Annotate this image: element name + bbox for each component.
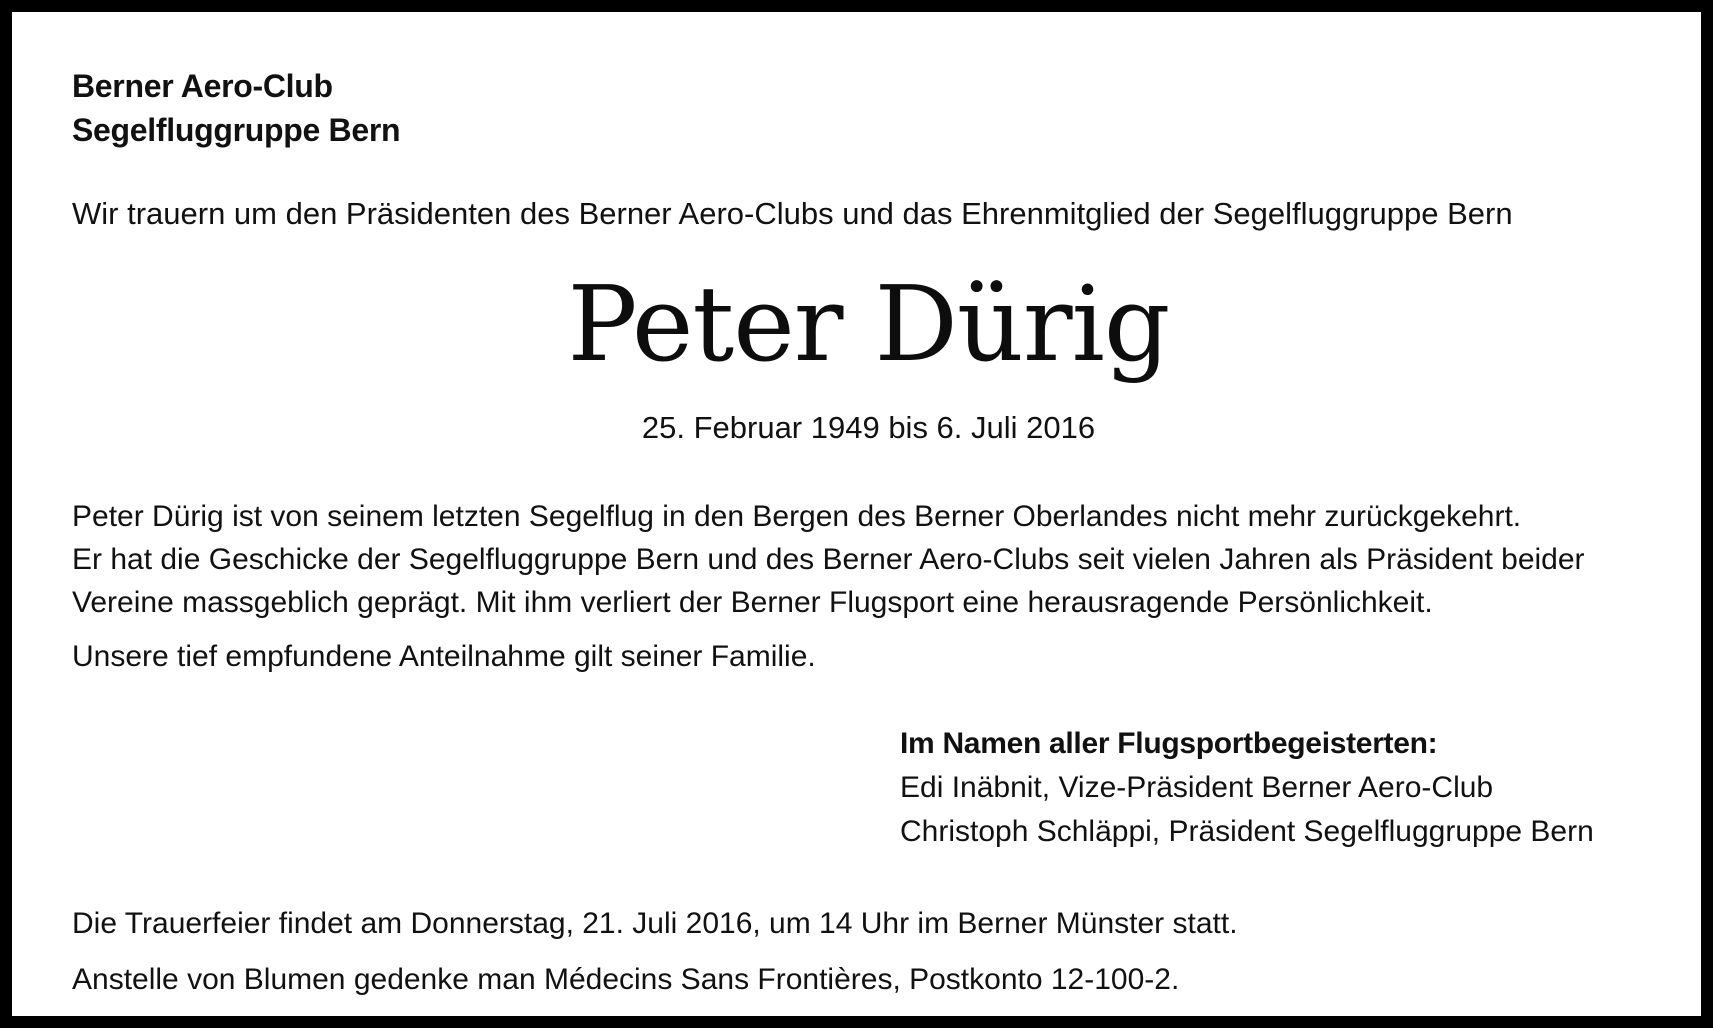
life-dates: 25. Februar 1949 bis 6. Juli 2016: [641, 410, 1096, 445]
donation-info: Anstelle von Blumen gedenke man Médecins Sans Frontières, Postkonto 12-100-2.: [72, 963, 1180, 996]
body-paragraph: [72, 495, 1672, 624]
signer-name: Christoph Schläppi, Präsident Segelfluggruppe Bern: [900, 815, 1594, 848]
signers-heading: Im Namen aller Flugsportbegeisterten:: [900, 727, 1438, 760]
condolence-text: Unsere tief empfundene Anteilnahme gilt seiner Familie.: [72, 640, 816, 673]
body-line: Peter Dürig ist von seinem letzten Segelflug in den Bergen des Berner Oberlandes nicht mehr zurückgekehrt.: [72, 500, 1522, 533]
signers-block: [900, 722, 1594, 854]
intro-text: Wir trauern um den Präsidenten des Berner Aero-Clubs und das Ehrenmitglied der Segelfluggruppe Bern: [72, 196, 1513, 231]
organization-name: Berner Aero-Club: [72, 68, 333, 104]
body-line: Er hat die Geschicke der Segelfluggruppe Bern und des Berner Aero-Clubs seit vielen Jahren als Präsident beider: [72, 543, 1585, 576]
deceased-name: Peter Dürig: [567, 263, 1170, 385]
service-info: [72, 896, 1238, 1008]
organization-group: Segelfluggruppe Bern: [72, 112, 401, 148]
body-line: Vereine massgeblich geprägt. Mit ihm verliert der Berner Flugsport eine herausragende Persönlichkeit.: [72, 586, 1433, 619]
organization-header: [72, 64, 400, 152]
funeral-info: Die Trauerfeier findet am Donnerstag, 21. Juli 2016, um 14 Uhr im Berner Münster statt.: [72, 907, 1238, 940]
signer-name: Edi Inäbnit, Vize-Präsident Berner Aero-Club: [900, 771, 1494, 804]
